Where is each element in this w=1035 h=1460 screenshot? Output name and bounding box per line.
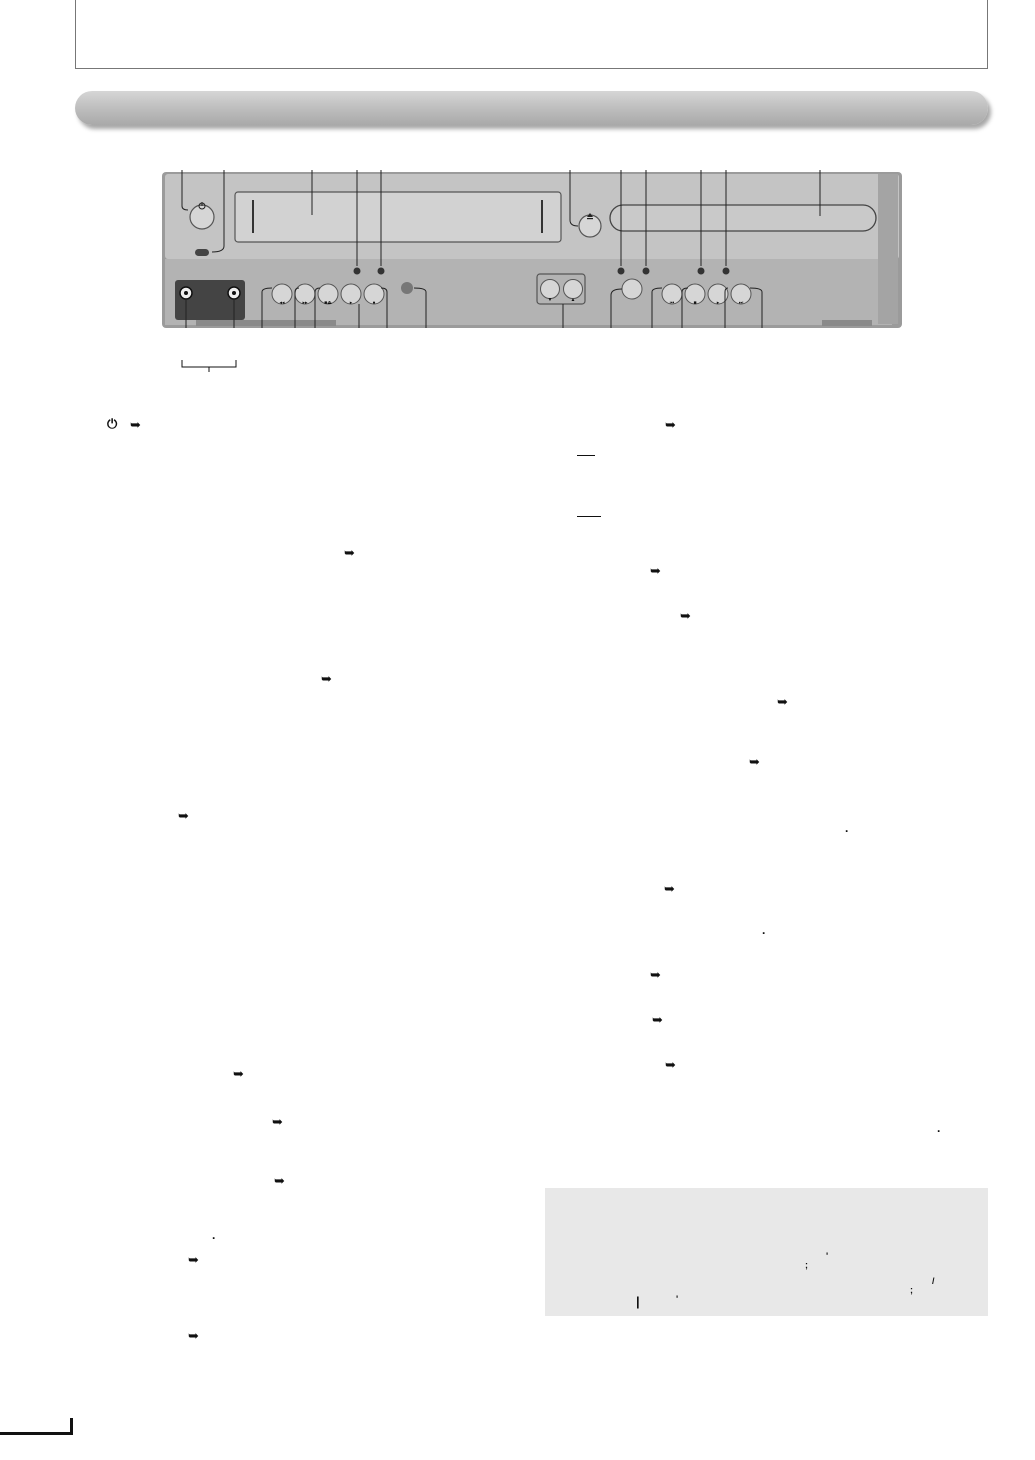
channel-down-icon: ▼	[547, 297, 553, 303]
jacks-bracket	[180, 358, 240, 374]
dot-mark: .	[762, 923, 766, 937]
page-reference-arrow: ➥	[665, 418, 676, 433]
header-box	[75, 0, 988, 69]
page-reference-arrow: ➥	[749, 755, 760, 770]
page-reference-arrow: ➥	[650, 564, 661, 579]
rewind-icon: ◂◂	[279, 300, 285, 306]
note-mark: |	[636, 1294, 640, 1309]
underline-mark	[577, 516, 601, 517]
dot-mark: .	[937, 1121, 941, 1135]
play-icon: ▸	[349, 300, 353, 306]
page-reference-arrow: ➥	[188, 1253, 199, 1268]
dot-mark: .	[212, 1228, 216, 1242]
note-box	[545, 1188, 988, 1316]
dvd-indicator-light	[618, 268, 625, 275]
dvd-disc-tray	[610, 205, 876, 231]
dvd-indicator-light	[698, 268, 705, 275]
page-reference-arrow: ➥	[130, 418, 141, 433]
power-icon: ⏻	[107, 417, 118, 432]
page-reference-arrow: ➥	[344, 546, 355, 561]
vcr-indicator-light	[354, 268, 361, 275]
standby-indicator	[195, 249, 209, 256]
page-reference-arrow: ➥	[664, 882, 675, 897]
fast-forward-icon: ▸▸	[302, 300, 308, 306]
skip-back-icon: ⏮	[669, 300, 675, 306]
page-reference-arrow: ➥	[178, 809, 189, 824]
stop-icon: ■	[693, 300, 697, 306]
dot-mark: .	[845, 821, 849, 835]
page-number-marker-edge	[70, 1418, 73, 1435]
device-front-panel-illustration	[162, 170, 902, 328]
skip-forward-icon: ⏭	[738, 300, 744, 306]
page-reference-arrow: ➥	[233, 1067, 244, 1082]
note-mark: ;	[805, 1260, 808, 1270]
dvd-indicator-light	[723, 268, 730, 275]
underline-mark	[577, 455, 595, 456]
dvd-indicator-light	[643, 268, 650, 275]
page-reference-arrow: ➥	[777, 695, 788, 710]
page-reference-arrow: ➥	[188, 1329, 199, 1344]
page-reference-arrow: ➥	[652, 1013, 663, 1028]
note-mark: '	[676, 1294, 679, 1304]
section-title-bar	[75, 91, 988, 125]
record-icon: ●	[372, 300, 376, 306]
vcr-cassette-slot	[235, 192, 561, 242]
page-reference-arrow: ➥	[665, 1058, 676, 1073]
note-mark: '	[826, 1251, 829, 1261]
page-reference-arrow: ➥	[321, 672, 332, 687]
dvd-vcr-select-button	[622, 279, 642, 299]
page-reference-arrow: ➥	[680, 609, 691, 624]
page-reference-arrow: ➥	[274, 1174, 285, 1189]
note-mark: /	[932, 1276, 935, 1286]
channel-up-icon: ▲	[570, 297, 576, 303]
page-number-marker	[0, 1432, 72, 1435]
page-reference-arrow: ➥	[272, 1115, 283, 1130]
remote-sensor	[401, 282, 413, 294]
page-reference-arrow: ➥	[650, 968, 661, 983]
vcr-indicator-light	[378, 268, 385, 275]
note-mark: ;	[910, 1285, 913, 1295]
play-icon: ▸	[716, 300, 720, 306]
stop-eject-icon: ■⏏	[324, 300, 332, 306]
